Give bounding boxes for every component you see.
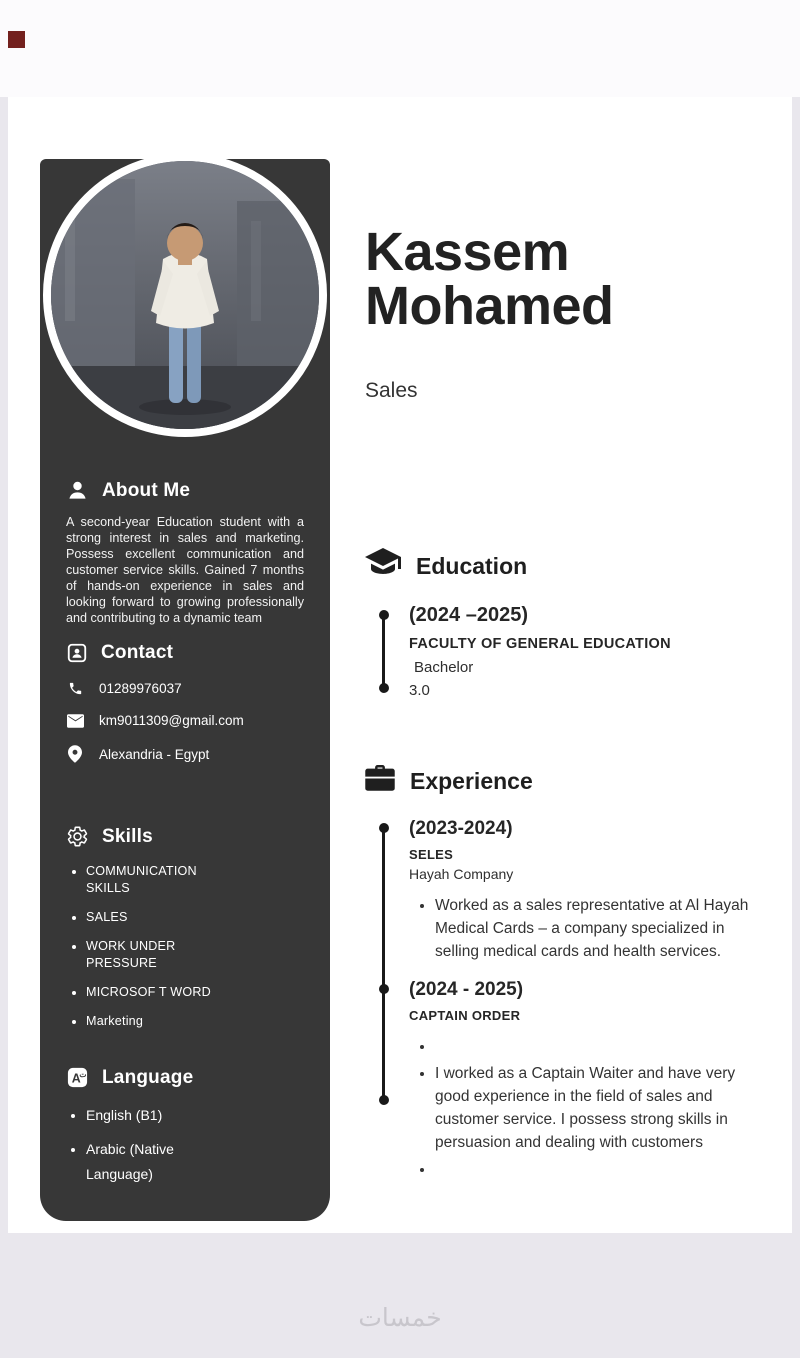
skill-item: • WORK UNDER PRESSURE xyxy=(86,938,216,972)
skills-section xyxy=(66,825,304,1030)
contact-section xyxy=(66,642,304,763)
timeline-dot xyxy=(379,823,389,833)
svg-text:A: A xyxy=(71,1071,81,1086)
person-icon xyxy=(66,479,89,502)
translate-icon xyxy=(66,1066,89,1089)
experience-section xyxy=(365,765,769,1181)
education-heading-row xyxy=(365,548,769,584)
about-text: A second-year Education student with a strong interest in sales and marketing. Possess excellent communication and customer service skills. Gained 7 months of hands-on experience in sales and looking forward to growing professionally and contributing to a dynamic team xyxy=(66,515,304,625)
contact-card-icon xyxy=(66,642,88,664)
timeline-line xyxy=(382,614,385,689)
timeline-dot xyxy=(379,683,389,693)
envelope-icon xyxy=(66,714,84,728)
experience-bullet-list xyxy=(409,1035,769,1181)
skill-item: • COMMUNICATION SKILLS xyxy=(86,863,216,897)
education-period: (2024 –2025) xyxy=(409,604,528,626)
contact-heading-row xyxy=(66,642,304,664)
experience-company: Hayah Company xyxy=(409,866,514,882)
experience-entry xyxy=(409,818,769,963)
experience-period: (2023-2024) xyxy=(409,818,513,839)
graduation-cap-icon xyxy=(365,548,401,584)
sidebar-content xyxy=(40,479,330,1187)
experience-bullet-list xyxy=(409,894,769,963)
language-list xyxy=(66,1103,304,1187)
education-degree: Bachelor xyxy=(414,659,474,676)
skill-item: • MICROSOF T WORD xyxy=(86,984,216,1001)
language-item: • Arabic (Native Language) xyxy=(86,1137,178,1187)
experience-bullet: • Worked as a sales representative at Al Hayah Medical Cards – a company specialized in selling medical cards and health services. xyxy=(435,894,769,963)
gear-icon xyxy=(66,825,89,848)
svg-text:ت: ت xyxy=(79,1070,87,1080)
language-item: • English (B1) xyxy=(86,1103,178,1128)
education-timeline xyxy=(379,604,769,699)
language-heading-row xyxy=(66,1066,304,1089)
skills-heading: Skills xyxy=(102,825,153,847)
education-heading: Education xyxy=(416,552,528,579)
contact-item-email xyxy=(66,713,304,728)
experience-role: CAPTAIN ORDER xyxy=(409,1008,521,1023)
profile-photo xyxy=(43,153,327,437)
profile-photo-image xyxy=(51,161,319,429)
resume-page xyxy=(8,97,792,1233)
about-section xyxy=(66,479,304,626)
skills-list xyxy=(66,863,304,1030)
experience-timeline xyxy=(379,818,769,1181)
experience-bullet: • I worked as a Captain Waiter and have very good experience in the field of sales and customer service. I possess strong skills in persuasion and dealing with customers xyxy=(435,1062,769,1154)
experience-entry xyxy=(409,979,769,1181)
email-address: km9011309@gmail.com xyxy=(99,713,244,728)
main-column xyxy=(365,97,769,1185)
timeline-line xyxy=(382,828,385,1101)
timeline-dot xyxy=(379,984,389,994)
contact-heading: Contact xyxy=(101,642,174,663)
skill-item: • Marketing xyxy=(86,1013,216,1030)
education-institution: FACULTY OF GENERAL EDUCATION xyxy=(409,636,671,652)
timeline-dot xyxy=(379,1095,389,1105)
briefcase-icon xyxy=(365,765,395,798)
map-pin-icon xyxy=(66,745,84,763)
accent-square xyxy=(8,31,25,48)
watermark: خمسات xyxy=(358,1304,442,1332)
about-heading: About Me xyxy=(102,479,191,501)
contact-item-location xyxy=(66,745,304,763)
skill-item: • SALES xyxy=(86,909,216,926)
language-heading: Language xyxy=(102,1066,194,1088)
experience-bullet xyxy=(435,1035,769,1058)
sidebar xyxy=(40,159,330,1221)
experience-role: SELES xyxy=(409,847,454,862)
skills-heading-row xyxy=(66,825,304,848)
phone-number: 01289976037 xyxy=(99,681,182,696)
experience-heading: Experience xyxy=(410,768,533,794)
experience-heading-row xyxy=(365,765,769,798)
experience-period: (2024 - 2025) xyxy=(409,979,524,1000)
top-strip xyxy=(0,0,800,97)
timeline-dot xyxy=(379,610,389,620)
language-section xyxy=(66,1066,304,1187)
education-section xyxy=(365,548,769,699)
phone-icon xyxy=(66,681,84,696)
contact-item-phone xyxy=(66,681,304,696)
education-gpa: 3.0 xyxy=(409,682,430,699)
job-title: Sales xyxy=(365,379,418,402)
about-heading-row xyxy=(66,479,304,502)
experience-bullet xyxy=(435,1158,769,1181)
candidate-name: Kassem Mohamed xyxy=(365,222,614,336)
location-text: Alexandria - Egypt xyxy=(99,746,210,762)
